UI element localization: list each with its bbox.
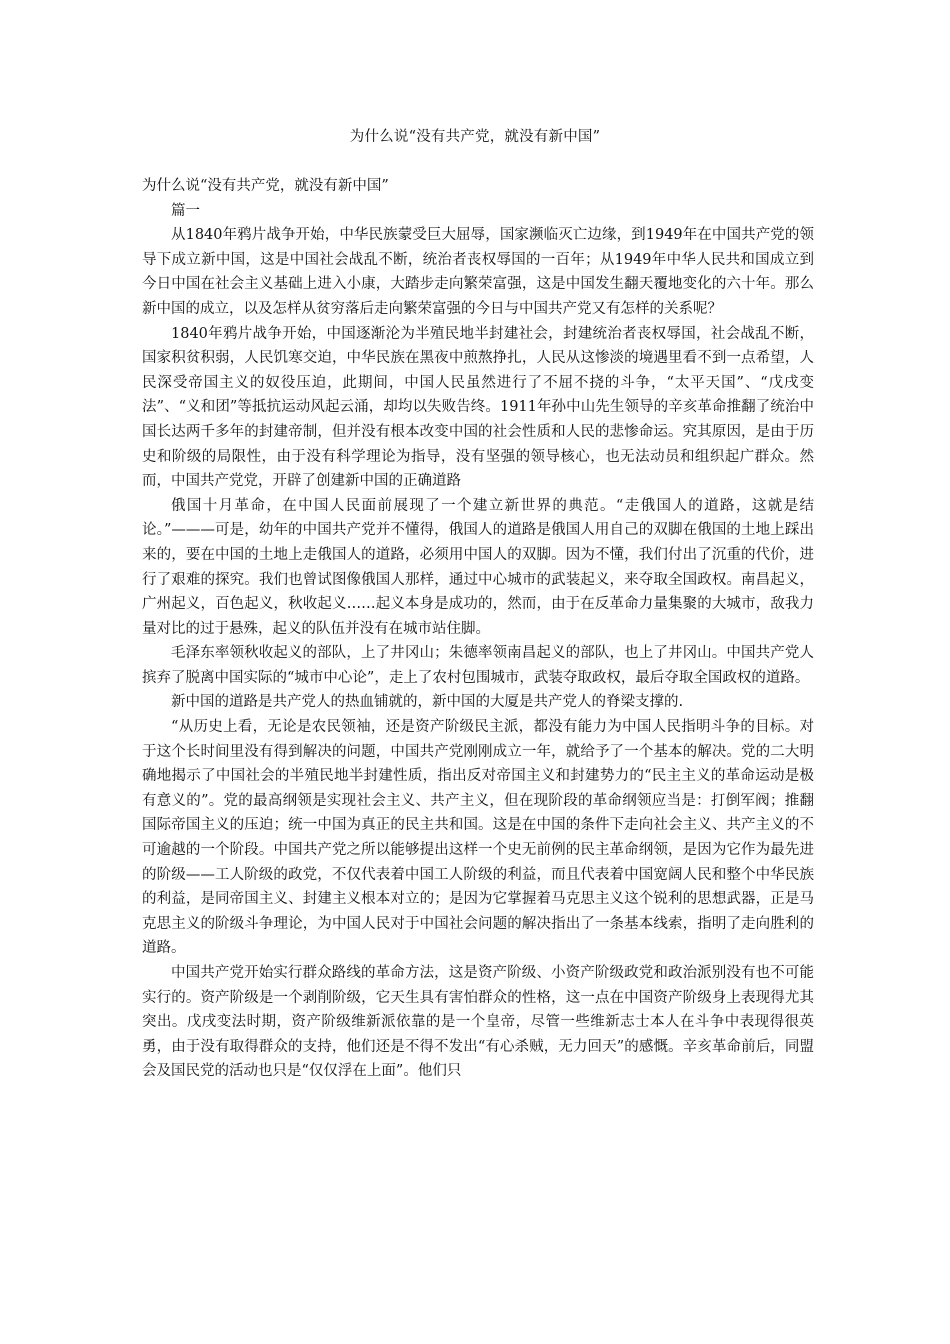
document-body (142, 174, 814, 1084)
paragraph-3: 俄国十月革命，在中国人民面前展现了一个建立新世界的典范。“走俄国人的道路，这就是结论。”———可是，幼年的中国共产党并不懂得，俄国人的道路是俄国人用自己的双脚在俄国的土地上踩出来的，要在中国的土地上走俄国人的道路，必须用中国人的双脚。因为不懂，我们付出了沉重的代价，进行了艰难的探究。我们也曾试图像俄国人那样，通过中心城市的武装起义，来夺取全国政权。南昌起义，广州起义，百色起义，秋收起义……起义本身是成功的，然而，由于在反革命力量集聚的大城市，敌我力量对比的过于悬殊，起义的队伍并没有在城市站住脚。 (142, 497, 814, 637)
paragraph-2: 1840年鸦片战争开始，中国逐渐沦为半殖民地半封建社会，封建统治者丧权辱国，社会战乱不断，国家积贫积弱，人民饥寒交迫，中华民族在黑夜中煎熬挣扎，人民从这惨淡的境遇里看不到一点希望，人民深受帝国主义的奴役压迫，此期间，中国人民虽然进行了不屈不挠的斗争，“太平天国”、“戊戌变法”、“义和团”等抵抗运动风起云涌，却均以失败告终。1911年孙中山先生领导的辛亥革命推翻了统治中国长达两千多年的封建帝制，但并没有根本改变中国的社会性质和人民的悲惨命运。究其原因，是由于历史和阶级的局限性，由于没有科学理论为指导，没有坚强的领导核心，也无法动员和组织起广群众。然而，中国共产党党，开辟了创建新中国的正确道路 (142, 325, 814, 490)
document-subtitle: 为什么说“没有共产党，就没有新中国” (142, 178, 389, 194)
paragraph-7: 中国共产党开始实行群众路线的革命方法，这是资产阶级、小资产阶级政党和政治派别没有也不可能实行的。资产阶级是一个剥削阶级，它天生具有害怕群众的性格，这一点在中国资产阶级身上表现得尤其突出。戊戌变法时期，资产阶级维新派依靠的是一个皇帝，尽管一些维新志士本人在斗争中表现得很英勇，由于没有取得群众的支持，他们还是不得不发出“有心杀贼，无力回天”的感慨。辛亥革命前后，同盟会及国民党的活动也只是“仅仅浮在上面”。他们只 (142, 965, 814, 1080)
document-title: 为什么说“没有共产党，就没有新中国” (349, 129, 601, 145)
paragraph-4: 毛泽东率领秋收起义的部队，上了井冈山；朱德率领南昌起义的部队，也上了井冈山。中国共产党人摈弃了脱离中国实际的“城市中心论”，走上了农村包围城市，武装夺取政权，最后夺取全国政权的道路。 (142, 645, 814, 686)
paragraph-5: 新中国的道路是共产党人的热血铺就的，新中国的大厦是共产党人的脊梁支撑的. (171, 694, 684, 711)
paragraph-6: “从历史上看，无论是农民领袖，还是资产阶级民主派，都没有能力为中国人民指明斗争的目标。对于这个长时间里没有得到解决的问题，中国共产党刚刚成立一年，就给予了一个基本的解决。党的二大明确地揭示了中国社会的半殖民地半封建性质，指出反对帝国主义和封建势力的“民主主义的革命运动是极有意义的”。党的最高纲领是实现社会主义、共产主义，但在现阶段的革命纲领应当是：打倒军阀；推翻国际帝国主义的压迫；统一中国为真正的民主共和国。这是在中国的条件下走向社会主义、共产主义的不可逾越的一个阶段。中国共产党之所以能够提出这样一个史无前例的民主革命纲领，是因为它作为最先进的阶级——工人阶级的政党，不仅代表着中国工人阶级的利益，而且代表着中国宽阔人民和整个中华民族的利益，是同帝国主义、封建主义根本对立的；是因为它掌握着马克思主义这个锐利的思想武器，正是马克思主义的阶级斗争理论，为中国人民对于中国社会问题的解决指出了一条基本线索，指明了走向胜利的道路。 (142, 719, 814, 957)
section-label: 篇一 (171, 202, 200, 219)
paragraph-1: 从1840年鸦片战争开始，中华民族蒙受巨大屈辱，国家濒临灭亡边缘，到1949年在中国共产党的领导下成立新中国，这是中国社会战乱不断，统治者丧权辱国的一百年；从1949年中华人民共和国成立到今日中国在社会主义基础上进入小康，大踏步走向繁荣富强，这是中国发生翻天覆地变化的六十年。那么新中国的成立，以及怎样从贫穷落后走向繁荣富强的今日与中国共产党又有怎样的关系呢？ (142, 227, 814, 317)
